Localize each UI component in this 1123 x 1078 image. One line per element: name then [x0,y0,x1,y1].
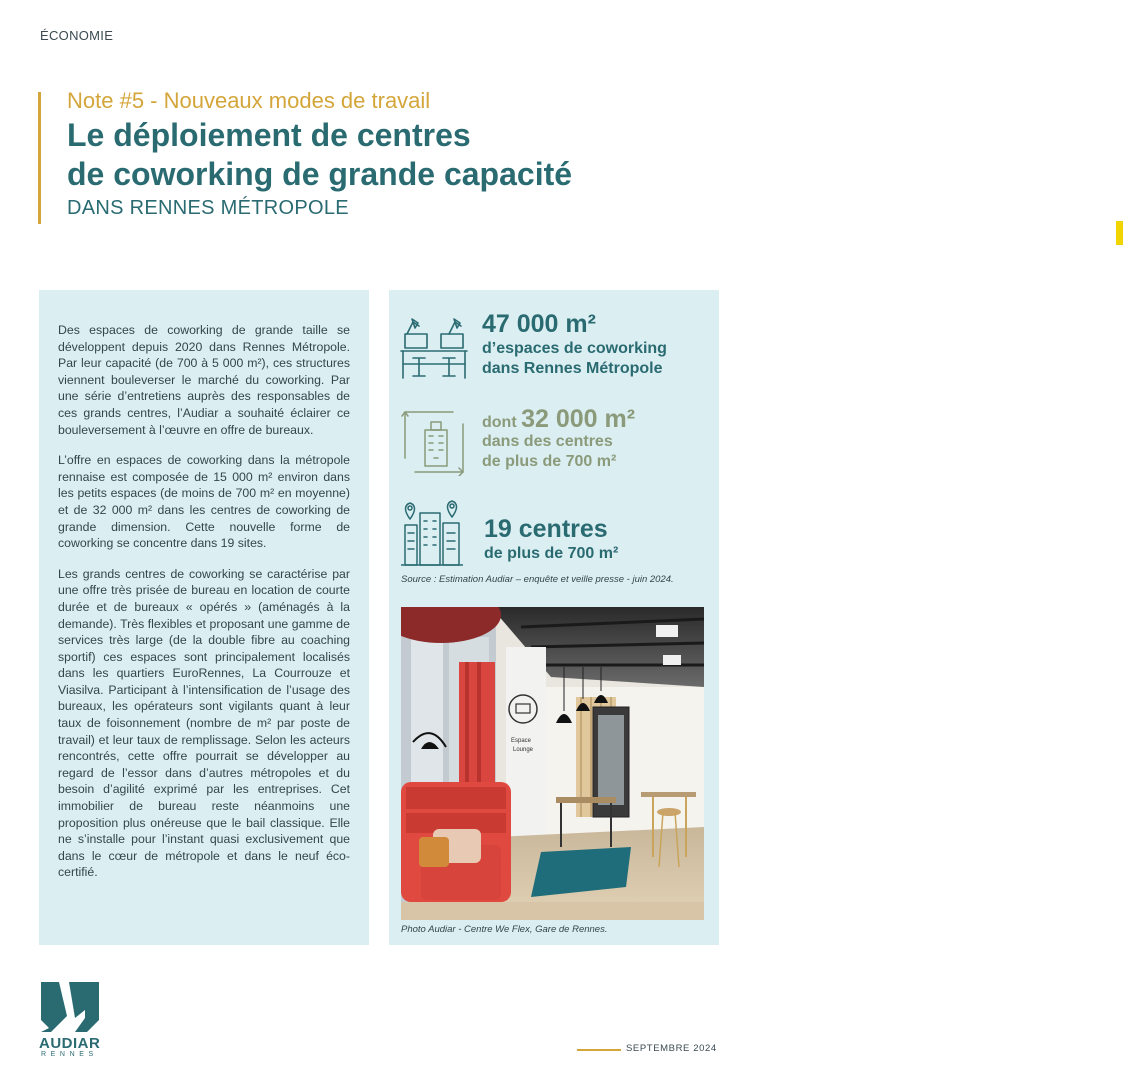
photo-sign-line-1: Espace [511,738,532,744]
photo-caption: Photo Audiar - Centre We Flex, Gare de Rennes. [401,924,608,935]
yellow-edge-marker [1116,221,1123,245]
stat-2-line-1: dans des centres [482,433,613,450]
footer-rule [577,1049,621,1051]
city-pins-icon [401,499,463,571]
title-block [38,88,738,224]
stat-large-centres [389,400,719,480]
page-title-line-1: Le déploiement de centres [67,117,471,153]
building-area-icon [401,408,469,476]
page-title [67,116,738,194]
coworking-photo [401,607,704,920]
text-panel [39,290,369,945]
logo-city: RENNES [41,1051,98,1058]
note-title: Note #5 - Nouveaux modes de travail [67,88,431,113]
stat-3-text [484,516,618,564]
audiar-logo [39,980,101,1070]
stats-source: Source : Estimation Audiar – enquête et veille presse - juin 2024. [401,574,674,585]
stat-1-line-1: d’espaces de coworking [482,340,667,357]
page-subtitle: DANS RENNES MÉTROPOLE [67,197,349,219]
stat-2-value: 32 000 m² [521,405,636,433]
stat-2-text [482,406,635,472]
stat-2-prefix: dont [482,414,517,431]
page-title-line-2: de coworking de grande capacité [67,156,573,192]
stat-coworking-total [389,290,719,390]
paragraph-1: Des espaces de coworking de grande taille se développent depuis 2020 dans Rennes Métropole. Par leur capacité (de 700 à 5 000 m²), ces structures viennent bouleverser le marché du coworking. Par une série d’entretiens auprès des responsables de ces grands centres, l’Audiar a souhaité éclairer ce bouleversement à l’œuvre en offre de bureaux. [58,323,350,437]
stat-1-text [482,311,667,379]
stat-3-value: 19 centres [484,515,608,543]
stat-3-line-1: de plus de 700 m² [484,545,619,562]
section-label: ÉCONOMIE [40,28,114,43]
audiar-logo-mark [39,980,101,1036]
logo-wordmark: AUDIAR [39,1035,101,1052]
paragraph-2: L’offre en espaces de coworking dans la métropole rennaise est composée de 15 000 m² environ dans les petits espaces (de moins de 700 m² en moyenne) et de 32 000 m² dans les centres de coworking de grande dimension. Cette nouvelle forme de coworking se concentre dans 19 sites. [58,453,350,551]
stat-centres-count [389,495,719,575]
photo-sign-line-2: Lounge [513,747,534,753]
desk-icon [399,314,469,382]
stat-1-value: 47 000 m² [482,310,596,338]
lounge-photo-illustration [401,607,704,920]
stat-1-line-2: dans Rennes Métropole [482,360,663,377]
footer-date: SEPTEMBRE 2024 [626,1043,717,1054]
stat-2-line-2: de plus de 700 m² [482,453,617,470]
paragraph-3: Les grands centres de coworking se caractérise par une offre très prisée de bureau en location de courte durée et de bureaux « opérés » (aménagés à la demande). Très flexibles et proposant une gamme de services très large (de la double fibre au coaching sportif) ces espaces sont principalement localisés dans les quartiers EuroRennes, La Courrouze et Viasilva. Participant à l’intensification de l’usage des bureaux, les opérateurs sont vigilants quant à leur taux de foisonnement (nombre de m² par poste de travail) et leur taux de remplissage. Selon les acteurs rencontrés, cette offre pourrait se développer au regard de l’essor dans d’autres métropoles et du besoin d’agilité exprimé par les entreprises. Cet immobilier de bureau reste néanmoins une proposition plus onéreuse que le bail classique. Elle ne s’installe pour l’instant quasi exclusivement que dans le cœur de métropole et dans le neuf éco-certifié. [58,566,350,880]
stats-panel [389,290,719,945]
